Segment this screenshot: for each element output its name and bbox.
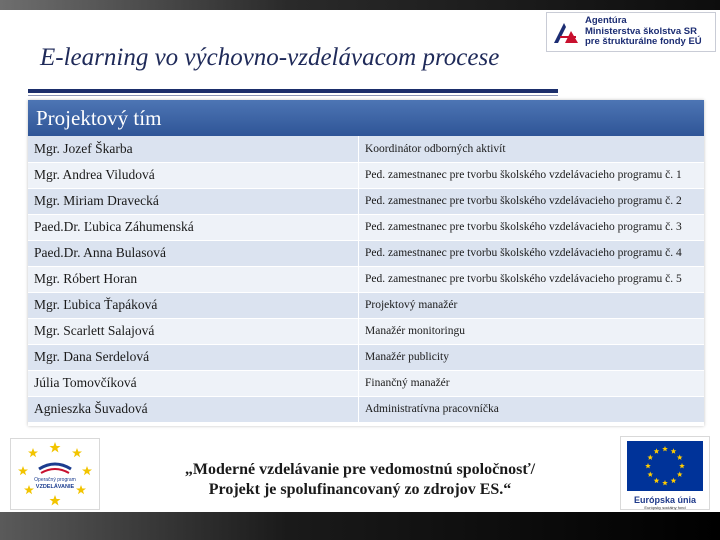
member-role: Ped. zamestnanec pre tvorbu školského vzdelávacieho programu č. 3 xyxy=(359,214,705,240)
member-role: Koordinátor odborných aktivít xyxy=(359,136,705,162)
team-panel-header xyxy=(28,100,704,136)
member-name: Mgr. Andrea Viludová xyxy=(28,162,359,188)
table-row xyxy=(28,214,704,240)
member-name: Júlia Tomovčíková xyxy=(28,370,359,396)
member-role: Administratívna pracovníčka xyxy=(359,396,705,422)
agency-logo xyxy=(546,12,716,52)
agency-logo-text xyxy=(585,16,702,48)
member-role: Ped. zamestnanec pre tvorbu školského vzdelávacieho programu č. 4 xyxy=(359,240,705,266)
member-role: Ped. zamestnanec pre tvorbu školského vzdelávacieho programu č. 5 xyxy=(359,266,705,292)
member-role: Manažér publicity xyxy=(359,344,705,370)
eu-caption: Európska únia xyxy=(633,495,696,505)
member-name: Mgr. Ľubica Ťapáková xyxy=(28,292,359,318)
member-role: Ped. zamestnanec pre tvorbu školského vzdelávacieho programu č. 2 xyxy=(359,188,705,214)
member-name: Paed.Dr. Ľubica Záhumenská xyxy=(28,214,359,240)
team-panel-title: Projektový tím xyxy=(36,106,162,130)
top-dark-band xyxy=(0,0,720,10)
eu-logo xyxy=(620,436,710,510)
member-role: Projektový manažér xyxy=(359,292,705,318)
table-row xyxy=(28,162,704,188)
member-name: Mgr. Jozef Škarba xyxy=(28,136,359,162)
footer-line1: „Moderné vzdelávanie pre vedomostnú spoločnosť/ xyxy=(184,461,536,478)
member-name: Mgr. Miriam Dravecká xyxy=(28,188,359,214)
table-row xyxy=(28,396,704,422)
op-vzdelavanie-logo xyxy=(10,438,100,510)
agency-line3: pre štrukturálne fondy EÚ xyxy=(585,36,702,47)
member-name: Mgr. Scarlett Salajová xyxy=(28,318,359,344)
member-role: Ped. zamestnanec pre tvorbu školského vzdelávacieho programu č. 1 xyxy=(359,162,705,188)
member-name: Paed.Dr. Anna Bulasová xyxy=(28,240,359,266)
table-row xyxy=(28,370,704,396)
footer-quote xyxy=(150,460,570,500)
footer-line2: Projekt je spolufinancovaný zo zdrojov ES.“ xyxy=(208,481,512,498)
eu-flag-icon xyxy=(621,437,709,493)
member-role: Manažér monitoringu xyxy=(359,318,705,344)
member-name: Mgr. Róbert Horan xyxy=(28,266,359,292)
table-row xyxy=(28,240,704,266)
agency-line1: Agentúra xyxy=(585,15,627,26)
member-name: Agnieszka Šuvadová xyxy=(28,396,359,422)
op-logo-line2: VZDELÁVANIE xyxy=(35,484,75,490)
title-underline-thin xyxy=(28,95,558,96)
bottom-dark-band xyxy=(0,512,720,540)
team-panel xyxy=(28,100,704,426)
eu-subcaption: Európsky sociálny fond xyxy=(644,505,686,510)
member-name: Mgr. Dana Serdelová xyxy=(28,344,359,370)
agency-line2: Ministerstva školstva SR xyxy=(585,25,697,37)
slide-title: E-learning vo výchovno-vzdelávacom procese xyxy=(40,44,500,71)
op-emblem-icon xyxy=(11,439,99,509)
table-row xyxy=(28,292,704,318)
agency-emblem-icon xyxy=(551,17,581,47)
table-row xyxy=(28,266,704,292)
table-row xyxy=(28,188,704,214)
op-logo-line1: Operačný program xyxy=(34,477,76,483)
table-row xyxy=(28,344,704,370)
table-row xyxy=(28,318,704,344)
member-role: Finančný manažér xyxy=(359,370,705,396)
title-underline xyxy=(28,89,558,93)
table-row xyxy=(28,136,704,162)
team-table xyxy=(28,136,704,423)
